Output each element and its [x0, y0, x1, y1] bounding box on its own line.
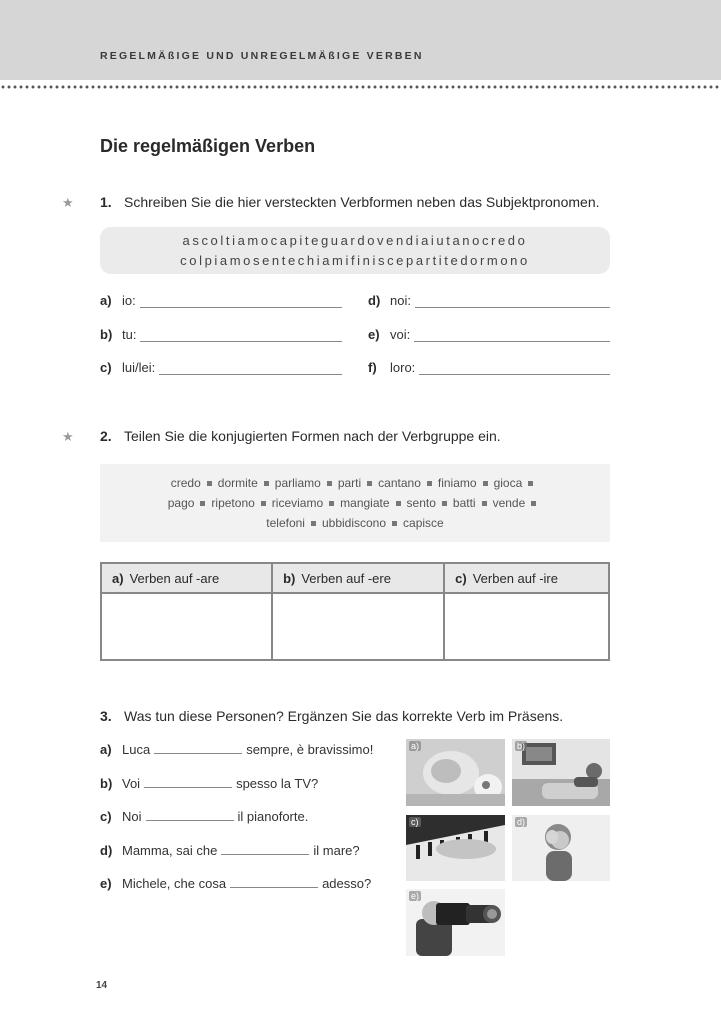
square-bullet-icon — [528, 481, 533, 486]
answer-gap[interactable] — [154, 743, 242, 754]
exercise-3-instruction: Was tun diese Personen? Ergänzen Sie das korrekte Verb im Präsens. — [124, 708, 564, 724]
answer-line[interactable] — [140, 329, 342, 342]
word-bank-word: cantano — [378, 476, 421, 490]
word-bank-word: ubbidiscono — [321, 516, 387, 530]
item-letter: b) — [100, 327, 113, 342]
answer-gap[interactable] — [144, 777, 232, 788]
word-bank-word: telefoni — [266, 516, 305, 530]
dotted-divider — [0, 84, 721, 90]
person-watching-tv-photo: b) — [512, 739, 610, 806]
page-number: 14 — [96, 980, 108, 991]
header-band — [0, 0, 721, 80]
column-header-ere: b) Verben auf -ere — [272, 563, 444, 593]
pronoun-row-io — [100, 293, 342, 308]
pronoun-label: loro: — [390, 360, 416, 375]
word-bank-word: vende — [492, 496, 526, 510]
sentence-a: a) Luca sempre, è bravissimo! — [100, 742, 374, 757]
word-bank-word: credo — [170, 476, 201, 490]
word-bank-word: finiamo — [437, 476, 477, 490]
sentence-e: e) Michele, che cosa adesso? — [100, 876, 372, 891]
sentence-d: d) Mamma, sai che il mare? — [100, 843, 360, 858]
item-letter: e) — [368, 327, 380, 342]
square-bullet-icon — [311, 521, 316, 526]
answer-line[interactable] — [414, 329, 610, 342]
square-bullet-icon — [392, 521, 397, 526]
piano-hands-photo: c) — [406, 815, 505, 881]
square-bullet-icon — [531, 501, 536, 506]
difficulty-star-icon: ★ — [62, 429, 74, 444]
pronoun-label: noi: — [390, 293, 411, 308]
photographer-camera-photo: e) — [406, 889, 505, 956]
difficulty-star-icon: ★ — [62, 195, 74, 210]
answer-line[interactable] — [415, 295, 610, 308]
answer-line[interactable] — [140, 295, 342, 308]
pronoun-row-loro — [368, 360, 610, 375]
word-bank-word: capisce — [403, 516, 444, 530]
word-bank-word: pago — [167, 496, 195, 510]
item-letter: f) — [368, 360, 377, 375]
word-bank-line — [171, 473, 540, 493]
sentence-b: b) Voi spesso la TV? — [100, 776, 319, 791]
item-letter: a) — [100, 293, 112, 308]
word-bank-word: batti — [452, 496, 476, 510]
square-bullet-icon — [427, 481, 432, 486]
answer-gap[interactable] — [230, 877, 318, 888]
letter-puzzle-line-1: ascoltiamocapiteguardovendiaiutanocredo — [182, 232, 528, 248]
item-letter: d) — [368, 293, 381, 308]
pronoun-row-tu — [100, 327, 342, 342]
word-bank-line — [266, 513, 443, 533]
answer-line[interactable] — [159, 362, 342, 375]
exercise-1-number: 1. — [100, 194, 112, 210]
word-bank-box — [100, 464, 610, 542]
pronoun-label: voi: — [390, 327, 411, 342]
word-bank-word: parti — [337, 476, 362, 490]
item-letter: c) — [100, 360, 112, 375]
word-bank-word: ripetono — [211, 496, 255, 510]
verb-group-table — [100, 562, 610, 661]
sleeping-baby-photo: a) — [406, 739, 505, 806]
letter-puzzle-box — [100, 227, 610, 274]
exercise-1-instruction: Schreiben Sie die hier versteckten Verbformen neben das Subjektpronomen. — [124, 194, 600, 210]
answer-line[interactable] — [419, 362, 610, 375]
square-bullet-icon — [327, 481, 332, 486]
word-bank-word: dormite — [217, 476, 258, 490]
answer-cell-ire[interactable] — [444, 593, 609, 660]
square-bullet-icon — [442, 501, 447, 506]
column-header-ire: c) Verben auf -ire — [444, 563, 609, 593]
word-bank-line — [168, 493, 543, 513]
square-bullet-icon — [200, 501, 205, 506]
letter-puzzle-line-2: colpiamosentechiamifiniscepartitedormono — [180, 252, 530, 268]
pronoun-label: tu: — [122, 327, 137, 342]
pronoun-row-voi — [368, 327, 610, 342]
square-bullet-icon — [482, 501, 487, 506]
exercise-3-number: 3. — [100, 708, 112, 724]
answer-gap[interactable] — [221, 844, 309, 855]
word-bank-word: parliamo — [274, 476, 321, 490]
word-bank-word: mangiate — [340, 496, 390, 510]
square-bullet-icon — [396, 501, 401, 506]
section-title: Die regelmäßigen Verben — [100, 136, 316, 156]
answer-cell-ere[interactable] — [272, 593, 444, 660]
pronoun-row-lui-lei — [100, 360, 342, 375]
pronoun-label: io: — [122, 293, 136, 308]
answer-gap[interactable] — [146, 810, 234, 821]
column-header-are: a) Verben auf -are — [101, 563, 272, 593]
exercise-2-number: 2. — [100, 428, 112, 444]
square-bullet-icon — [483, 481, 488, 486]
girl-with-shell-photo: d) — [512, 815, 610, 881]
exercise-2-instruction: Teilen Sie die konjugierten Formen nach der Verbgruppe ein. — [124, 428, 501, 444]
square-bullet-icon — [207, 481, 212, 486]
sentence-c: c) Noi il pianoforte. — [100, 809, 309, 824]
answer-cell-are[interactable] — [101, 593, 272, 660]
header-title: REGELMÄßIGE UND UNREGELMÄßIGE VERBEN — [100, 50, 424, 62]
square-bullet-icon — [367, 481, 372, 486]
word-bank-word: sento — [406, 496, 436, 510]
pronoun-label: lui/lei: — [122, 360, 156, 375]
word-bank-word: riceviamo — [271, 496, 324, 510]
pronoun-row-noi — [368, 293, 610, 308]
square-bullet-icon — [264, 481, 269, 486]
square-bullet-icon — [261, 501, 266, 506]
word-bank-word: gioca — [493, 476, 523, 490]
square-bullet-icon — [329, 501, 334, 506]
